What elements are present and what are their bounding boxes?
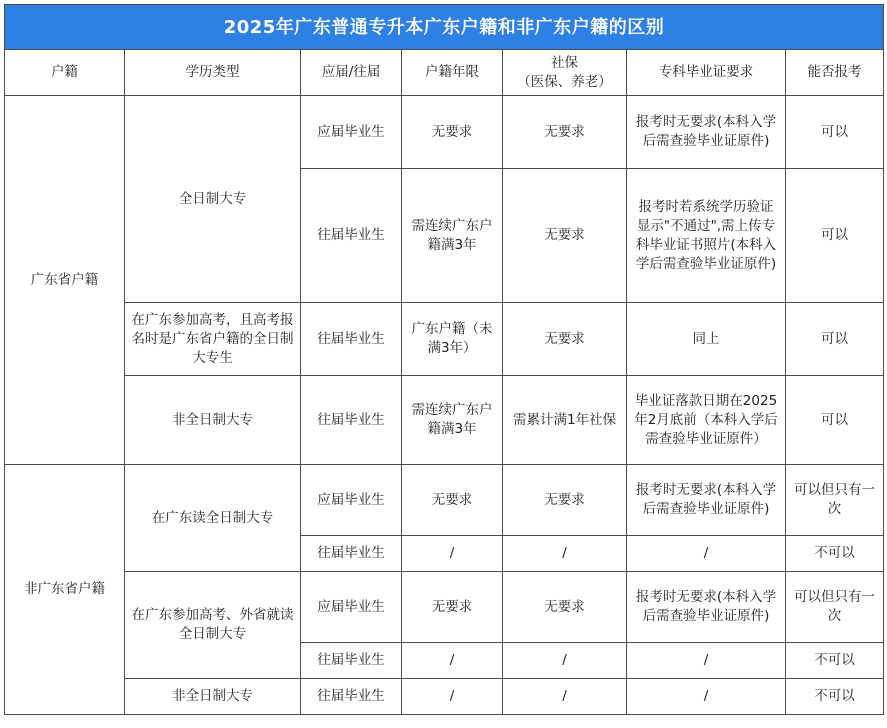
years-cell: / — [402, 536, 503, 572]
status-cell: 往届毕业生 — [301, 679, 402, 715]
years-cell: 无要求 — [402, 465, 503, 536]
status-cell: 往届毕业生 — [301, 376, 402, 465]
cert-cell: 毕业证落款日期在2025年2月底前（本科入学后需查验毕业证原件） — [627, 376, 786, 465]
table-row — [5, 465, 884, 536]
cert-cell: 同上 — [627, 303, 786, 376]
can-apply-cell: 不可以 — [786, 679, 884, 715]
can-apply-cell: 可以 — [786, 376, 884, 465]
comparison-document — [4, 4, 883, 724]
header-shebao-sub: （医保、养老） — [517, 73, 612, 90]
can-apply-cell: 可以 — [786, 96, 884, 169]
status-cell: 往届毕业生 — [301, 643, 402, 679]
xueli-type-cell: 在广东参加高考、外省就读全日制大专 — [125, 572, 301, 679]
xueli-type-cell: 全日制大专 — [125, 96, 301, 303]
status-cell: 应届毕业生 — [301, 465, 402, 536]
huji-cell: 非广东省户籍 — [5, 465, 125, 715]
status-cell: 应届毕业生 — [301, 96, 402, 169]
social-cell: 无要求 — [503, 572, 627, 643]
huji-cell: 广东省户籍 — [5, 96, 125, 465]
years-cell: 广东户籍（未满3年） — [402, 303, 503, 376]
header-baokao: 能否报考 — [786, 50, 884, 96]
table-row — [5, 679, 884, 715]
comparison-table — [4, 4, 884, 715]
table-row — [5, 303, 884, 376]
table-row — [5, 572, 884, 643]
header-row — [5, 50, 884, 96]
cert-cell: 报考时无要求(本科入学后需查验毕业证原件) — [627, 96, 786, 169]
xueli-type-cell: 非全日制大专 — [125, 679, 301, 715]
social-cell: / — [503, 679, 627, 715]
social-cell: 无要求 — [503, 303, 627, 376]
years-cell: / — [402, 679, 503, 715]
can-apply-cell: 可以但只有一次 — [786, 572, 884, 643]
can-apply-cell: 可以 — [786, 169, 884, 303]
table-row — [5, 376, 884, 465]
header-shebao — [503, 50, 627, 96]
years-cell: 需连续广东户籍满3年 — [402, 376, 503, 465]
social-cell: 无要求 — [503, 465, 627, 536]
xueli-type-cell: 在广东参加高考，且高考报名时是广东省户籍的全日制大专生 — [125, 303, 301, 376]
cert-cell: / — [627, 679, 786, 715]
social-cell: 无要求 — [503, 169, 627, 303]
years-cell: / — [402, 643, 503, 679]
years-cell: 需连续广东户籍满3年 — [402, 169, 503, 303]
status-cell: 应届毕业生 — [301, 572, 402, 643]
cert-cell: 报考时若系统学历验证显示"不通过",需上传专科毕业证书照片(本科入学后需查验毕业证原件) — [627, 169, 786, 303]
xueli-type-cell: 非全日制大专 — [125, 376, 301, 465]
social-cell: 需累计满1年社保 — [503, 376, 627, 465]
xueli-type-cell: 在广东读全日制大专 — [125, 465, 301, 572]
header-shebao-main: 社保 — [551, 54, 578, 71]
can-apply-cell: 可以 — [786, 303, 884, 376]
status-cell: 往届毕业生 — [301, 303, 402, 376]
cert-cell: 报考时无要求(本科入学后需查验毕业证原件) — [627, 465, 786, 536]
social-cell: / — [503, 643, 627, 679]
cert-cell: / — [627, 536, 786, 572]
header-huji: 户籍 — [5, 50, 125, 96]
header-nianxian: 户籍年限 — [402, 50, 503, 96]
status-cell: 往届毕业生 — [301, 536, 402, 572]
can-apply-cell: 不可以 — [786, 643, 884, 679]
cert-cell: / — [627, 643, 786, 679]
status-cell: 往届毕业生 — [301, 169, 402, 303]
years-cell: 无要求 — [402, 572, 503, 643]
social-cell: 无要求 — [503, 96, 627, 169]
social-cell: / — [503, 536, 627, 572]
table-row — [5, 96, 884, 169]
years-cell: 无要求 — [402, 96, 503, 169]
header-zhengshu: 专科毕业证要求 — [627, 50, 786, 96]
table-title: 2025年广东普通专升本广东户籍和非广东户籍的区别 — [5, 5, 884, 50]
table-body — [5, 96, 884, 715]
header-xueli: 学历类型 — [125, 50, 301, 96]
can-apply-cell: 不可以 — [786, 536, 884, 572]
header-yingjie: 应届/往届 — [301, 50, 402, 96]
cert-cell: 报考时无要求(本科入学后需查验毕业证原件) — [627, 572, 786, 643]
can-apply-cell: 可以但只有一次 — [786, 465, 884, 536]
